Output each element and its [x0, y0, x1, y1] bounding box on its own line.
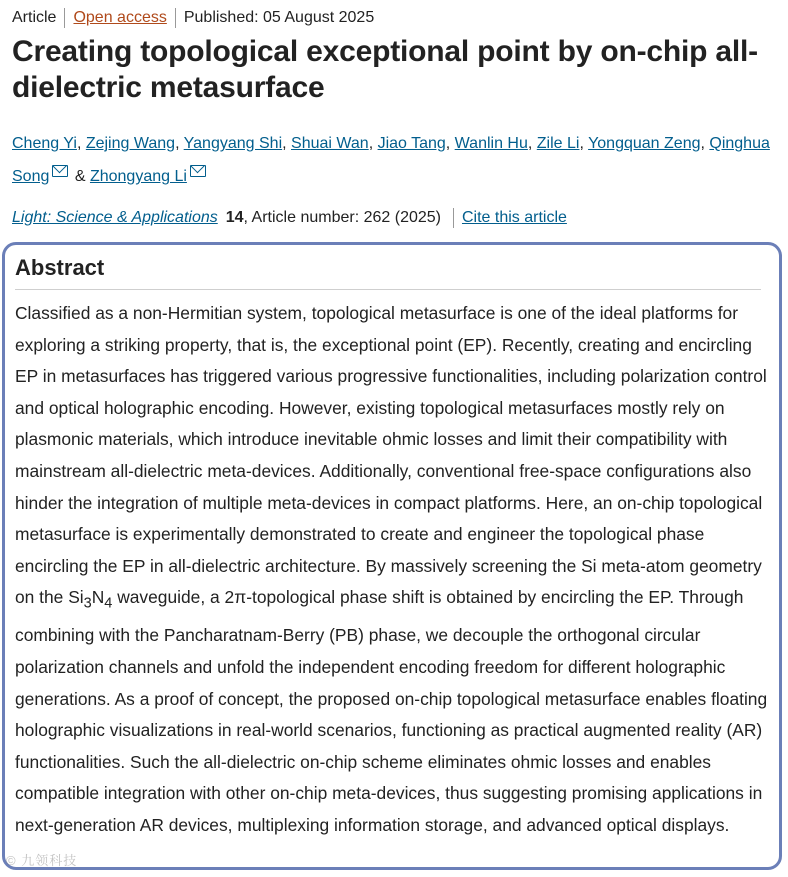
- envelope-icon[interactable]: [52, 165, 68, 177]
- watermark: © 九领科技: [6, 853, 78, 868]
- chemical-formula: $Si_3N_4$: [68, 587, 113, 612]
- journal-info: [12, 206, 567, 230]
- meta-divider: [64, 8, 65, 28]
- abstract-heading: Abstract: [15, 255, 105, 280]
- abstract-text-part: waveguide, a 2π-topological phase shift is obtained by encircling the EP. Through combining with the Pancharatnam-Berry (PB) phase, we decouple the orthogonal circular polarization channels and unfold the independent encoding freedom for different holographic generations. As a proof of concept, the proposed on-chip topological metasurface enables floating holographic visualizations in real-world scenarios, functioning as practical augmented reality (AR) functionalities. Such the all-dielectric on-chip scheme eliminates ohmic losses and enables compatible integration with other on-chip meta-devices, thus suggesting promising applications in next-generation AR devices, multiplexing information storage, and advanced optical displays.: [15, 587, 768, 835]
- article-type: Article: [12, 9, 57, 27]
- journal-volume: 14: [225, 209, 244, 226]
- article-meta: [12, 8, 374, 28]
- author-link[interactable]: Zejing Wang: [85, 135, 176, 152]
- abstract-text: [15, 298, 775, 842]
- author-link[interactable]: Yongquan Zeng: [588, 135, 701, 152]
- abstract-divider: [15, 289, 761, 290]
- authors-joiner: &: [74, 168, 86, 185]
- author-list: Cheng Yi, Zejing Wang, Yangyang Shi, Shuai Wan, Jiao Tang, Wanlin Hu, Zile Li, Yongquan Zeng, Qinghua Song & Zhongyang Li: [12, 135, 770, 185]
- article-number: , Article number: 262 (2025): [243, 209, 441, 226]
- author-link[interactable]: Qinghua Song: [12, 135, 770, 185]
- author-link[interactable]: Zile Li: [536, 135, 580, 152]
- author-link[interactable]: Shuai Wan: [291, 135, 369, 152]
- author-link[interactable]: Zhongyang Li: [89, 168, 187, 185]
- published-date: Published: 05 August 2025: [183, 9, 375, 27]
- article-title: Creating topological exceptional point by on-chip all-dielectric metasurface: [12, 35, 758, 104]
- author-link[interactable]: Yangyang Shi: [183, 135, 283, 152]
- cite-this-article-link[interactable]: Cite this article: [461, 209, 567, 226]
- author-link[interactable]: Jiao Tang: [377, 135, 446, 152]
- journal-link[interactable]: Light: Science & Applications: [12, 209, 218, 226]
- author-link[interactable]: Cheng Yi: [12, 135, 77, 152]
- meta-divider: [175, 8, 176, 28]
- journal-divider: [453, 208, 454, 228]
- abstract-text-part: Classified as a non-Hermitian system, topological metasurface is one of the ideal platforms for exploring a striking property, that is, the exceptional point (EP). Recently, creating and encircling EP in metasurfaces has triggered various progressive functionalities, including polarization control and optical holographic encoding. However, existing topological metasurfaces mostly rely on plasmonic materials, which introduce inevitable ohmic losses and limit their compatibility with mainstream all-dielectric meta-devices. Additionally, conventional free-space configurations also hinder the integration of multiple meta-devices in compact platforms. Here, an on-chip topological metasurface is experimentally demonstrated to create and engineer the topological phase encircling the EP in all-dielectric architecture. By massively screening the Si meta-atom geometry on the: [15, 303, 767, 608]
- envelope-icon[interactable]: [190, 165, 206, 177]
- open-access-link[interactable]: Open access: [73, 9, 167, 27]
- abstract-section: [2, 242, 782, 870]
- author-link[interactable]: Wanlin Hu: [454, 135, 528, 152]
